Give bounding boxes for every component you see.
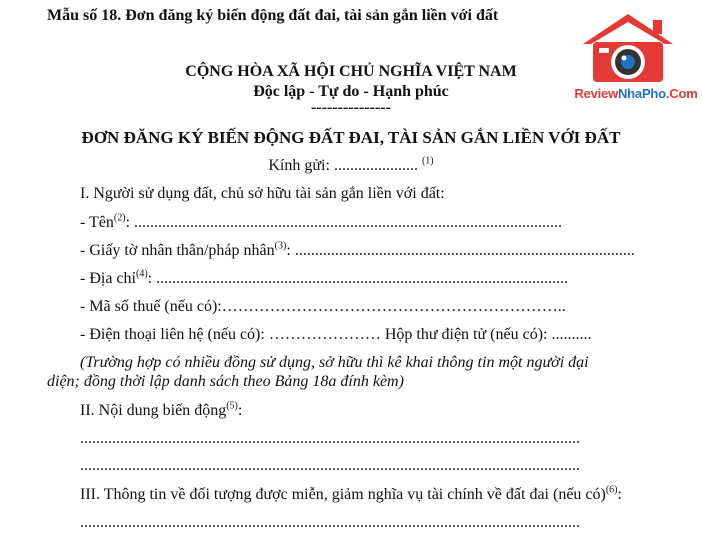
motto-divider: --------------- <box>311 99 391 116</box>
address-fill: : ....................................................................................................... <box>147 270 569 287</box>
recipient-label: Kính gửi: ..................... <box>268 157 418 174</box>
address-field <box>80 269 568 289</box>
id-label: - Giấy tờ nhân thân/pháp nhân <box>80 242 275 259</box>
phone-email-field: - Điện thoại liên hệ (nếu có): ………………… Hộp thư điện tử (nếu có): .......... <box>80 326 592 343</box>
address-label: - Địa chỉ <box>80 270 136 287</box>
country-name: CỘNG HÒA XÃ HỘI CHỦ NGHĨA VIỆT NAM <box>185 63 517 80</box>
section2-fill-line2: ............................................................................................................................. <box>80 457 580 474</box>
address-footnote: (4) <box>135 268 148 280</box>
id-footnote: (3) <box>274 240 287 252</box>
section2-heading: II. Nội dung biến động <box>80 402 227 419</box>
name-field <box>80 213 562 233</box>
section2-footnote: (5) <box>226 400 238 412</box>
section2-heading-line: II. Nội dung biến động$^{(5)}$: <box>80 400 243 419</box>
id-fill: : ..................................................................................... <box>286 242 635 259</box>
id-document-field <box>80 241 635 261</box>
logo-wordmark: ReviewNhaPho.Com <box>574 86 698 101</box>
name-fill: : ........................................................................................................... <box>125 214 563 231</box>
section3-heading-line: III. Thông tin về đối tượng được miễn, giảm nghĩa vụ tài chính về đất đai (nếu có)$^{(6)}$: <box>80 484 622 503</box>
tax-code-field: - Mã số thuế (nếu có):……………………………………………………….. <box>80 298 566 315</box>
form-number-title: Mẫu số 18. Đơn đăng ký biến động đất đai, tài sản gắn liền với đất <box>47 7 499 24</box>
section1-note-line2: diện; đồng thời lập danh sách theo Bảng 18a đính kèm) <box>47 373 404 390</box>
section3-heading: III. Thông tin về đối tượng được miễn, giảm nghĩa vụ tài chính về đất đai (nếu có) <box>80 486 606 503</box>
name-label: - Tên <box>80 214 114 231</box>
recipient-footnote: (1) <box>421 155 434 167</box>
section1-heading: I. Người sử dụng đất, chủ sở hữu tài sản gắn liền với đất: <box>80 185 445 202</box>
section3-fill-line1: ............................................................................................................................. <box>80 514 580 531</box>
section1-note-line1: (Trường hợp có nhiều đồng sử dụng, sở hữu thì kê khai thông tin một người đại <box>80 354 589 371</box>
section3-footnote: (6) <box>605 484 618 496</box>
document-title: ĐƠN ĐĂNG KÝ BIẾN ĐỘNG ĐẤT ĐAI, TÀI SẢN GẮN LIỀN VỚI ĐẤT <box>81 128 621 147</box>
recipient-line <box>0 156 702 176</box>
national-motto: Độc lập - Tự do - Hạnh phúc <box>253 83 449 100</box>
name-footnote: (2) <box>113 212 126 224</box>
section2-fill-line1: ............................................................................................................................. <box>80 430 580 447</box>
